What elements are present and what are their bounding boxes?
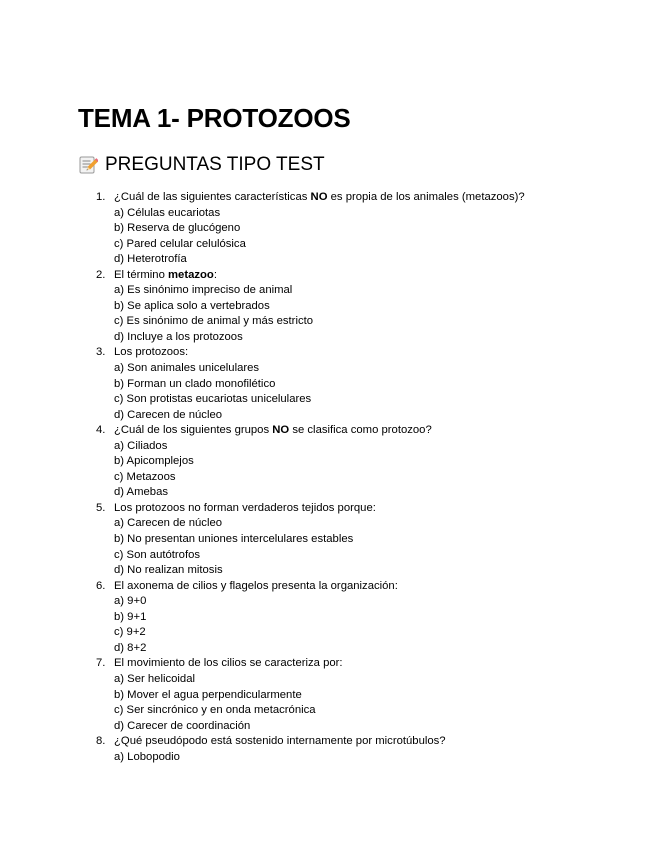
question-text [114, 502, 376, 514]
answer-option: a) Lobopodio [114, 750, 180, 763]
page-title: TEMA 1- PROTOZOOS [78, 103, 351, 133]
question-item [92, 345, 632, 423]
question-text [114, 735, 446, 747]
question-text-part: es propia de los animales (metazoos)? [327, 191, 525, 203]
answer-option: c) Pared celular celulósica [114, 237, 246, 250]
question-list [92, 190, 632, 765]
answer-option: d) Heterotrofía [114, 253, 187, 266]
question-emphasis: NO [310, 191, 328, 203]
answer-option: c) Son autótrofos [114, 548, 201, 561]
answer-option: a) 9+0 [114, 595, 147, 608]
question-number: 2. [96, 268, 106, 281]
section-heading [78, 152, 325, 178]
question-text [114, 191, 525, 203]
answer-option: c) Son protistas eucariotas unicelulares [114, 393, 312, 406]
answer-option: b) Mover el agua perpendicularmente [114, 688, 302, 701]
question-text-part: Los protozoos no forman verdaderos tejidos porque: [114, 501, 376, 514]
question-text-part: El término [114, 268, 168, 281]
answer-option: c) Es sinónimo de animal y más estricto [114, 315, 314, 328]
answer-option: a) Ser helicoidal [114, 672, 196, 685]
question-item [92, 656, 632, 734]
answer-option: a) Ciliados [114, 439, 168, 452]
question-text [114, 580, 398, 592]
question-text-part: ¿Cuál de las siguientes características [114, 191, 311, 203]
question-item [92, 501, 632, 579]
answer-option: d) No realizan mitosis [114, 564, 223, 577]
answer-option: d) 8+2 [114, 641, 147, 654]
question-number: 4. [96, 424, 106, 437]
question-number: 5. [96, 501, 106, 514]
answer-option: b) No presentan uniones intercelulares estables [114, 533, 354, 546]
question-text-part: El axonema de cilios y flagelos presenta la organización: [114, 579, 398, 592]
question-text-part: se clasifica como protozoo? [289, 424, 432, 437]
answer-option: d) Amebas [114, 486, 169, 499]
question-item [92, 734, 632, 765]
question-number: 7. [96, 657, 106, 670]
answer-option: c) 9+2 [114, 626, 146, 639]
question-text-part: Los protozoos: [114, 346, 189, 359]
question-text [114, 346, 188, 358]
answer-option: b) 9+1 [114, 610, 147, 623]
question-text [114, 269, 217, 281]
question-item [92, 423, 632, 501]
answer-option: d) Incluye a los protozoos [114, 330, 243, 343]
question-text-part: : [213, 268, 217, 281]
answer-option: b) Reserva de glucógeno [114, 222, 241, 235]
answer-option: c) Ser sincrónico y en onda metacrónica [114, 704, 316, 717]
question-text-part: ¿Qué pseudópodo está sostenido internamente por microtúbulos? [114, 735, 446, 748]
question-text-part: El movimiento de los cilios se caracteriza por: [114, 657, 343, 670]
memo-icon [78, 155, 98, 175]
answer-option: b) Se aplica solo a vertebrados [114, 299, 270, 312]
answer-option: b) Forman un clado monofilético [114, 377, 276, 390]
answer-option: a) Son animales unicelulares [114, 362, 260, 375]
question-number: 3. [96, 346, 106, 359]
question-emphasis: metazoo [168, 268, 214, 281]
answer-option: a) Células eucariotas [114, 206, 221, 219]
answer-option: c) Metazoos [114, 470, 176, 483]
answer-option: d) Carecen de núcleo [114, 408, 223, 421]
question-item [92, 579, 632, 657]
question-number: 6. [96, 579, 106, 592]
answer-option: a) Es sinónimo impreciso de animal [114, 284, 293, 297]
question-text [114, 424, 432, 436]
question-text [114, 657, 343, 669]
question-number: 1. [96, 191, 106, 203]
question-number: 8. [96, 735, 106, 748]
question-item [92, 190, 632, 268]
answer-option: b) Apicomplejos [114, 455, 194, 468]
question-emphasis: NO [272, 424, 290, 437]
question-item [92, 268, 632, 346]
section-title: PREGUNTAS TIPO TEST [105, 154, 325, 175]
answer-option: d) Carecer de coordinación [114, 719, 251, 732]
answer-option: a) Carecen de núcleo [114, 517, 223, 530]
question-text-part: ¿Cuál de los siguientes grupos [114, 424, 273, 437]
